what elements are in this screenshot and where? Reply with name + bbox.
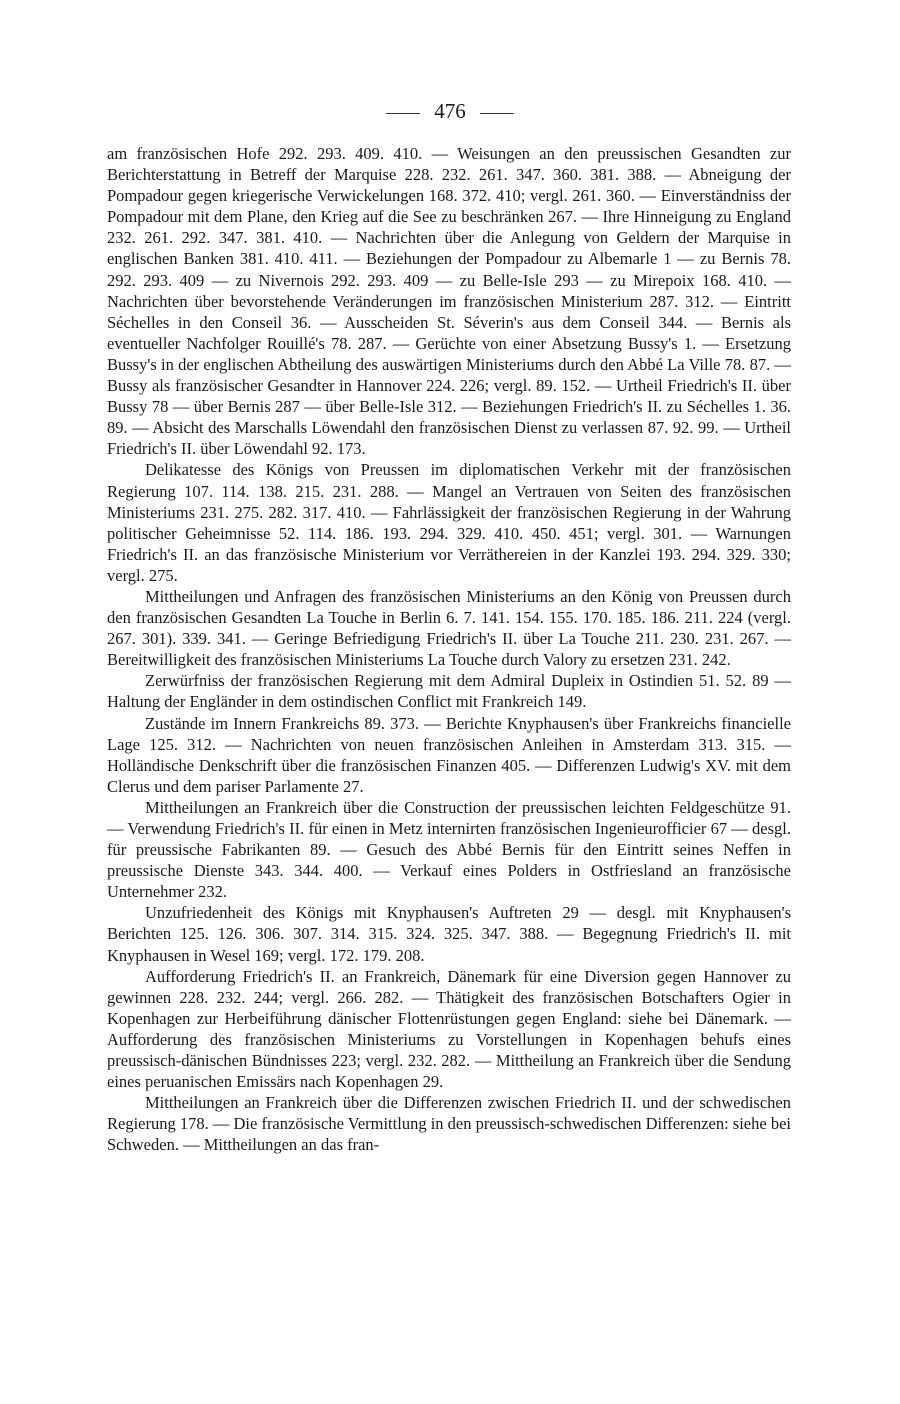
paragraph: Delikatesse des Königs von Preussen im diplomatischen Verkehr mit der französischen Regierung 107. 114. 138. 215. 231. 288. — Mangel an Vertrauen von Seiten des französischen Ministeriums 231. 275. 282. 317. 410. — Fahrlässigkeit der französischen Regierung in der Wahrung politischer Geheimnisse 52. 114. 186. 193. 294. 329. 410. 450. 451; vergl. 301. — Warnungen Friedrich's II. an das französische Ministerium vor Verräthereien in der Kanzlei 193. 294. 329. 330; vergl. 275.	[107, 460, 791, 585]
header-rule-left	[386, 113, 420, 114]
paragraph: Aufforderung Friedrich's II. an Frankreich, Dänemark für eine Diversion gegen Hannover zu gewinnen 228. 232. 244; vergl. 266. 282. — Thätigkeit des französischen Botschafters Ogier in Kopenhagen zur Herbeiführung dänischer Flottenrüstungen gegen England: siehe bei Dänemark. — Aufforderung des französischen Ministeriums zu Vorstellungen in Kopenhagen behufs eines preussisch-dänischen Bündnisses 223; vergl. 232. 282. — Mittheilung an Frankreich über die Sendung eines peruanischen Emissärs nach Kopenhagen 29.	[107, 966, 791, 1092]
paragraph: am französischen Hofe 292. 293. 409. 410. — Weisungen an den preussischen Gesandten zur Berichterstattung in Betreff der Marquise 228. 232. 261. 347. 360. 381. 388. — Abneigung der Pompadour gegen kriegerische Verwickelungen 168. 372. 410; vergl. 261. 360. — Einverständniss der Pompadour mit dem Plane, den Krieg auf die See zu beschränken 267. — Ihre Hinneigung zu England 232. 261. 292. 347. 381. 410. — Nachrichten über die Anlegung von Geldern der Marquise in englischen Banken 381. 410. 411. — Beziehungen der Pompadour zu Albemarle 1 — zu Bernis 78. 292. 293. 409 — zu Nivernois 292. 293. 409 — zu Belle-Isle 293 — zu Mirepoix 168. 410. — Nachrichten über bevorstehende Veränderungen im französischen Ministerium 287. 312. — Eintritt Séchelles in den Conseil 36. — Ausscheiden St. Séverin's aus dem Conseil 344. — Bernis als eventueller Nachfolger Rouillé's 78. 287. — Gerüchte von einer Absetzung Bussy's 1. — Ersetzung Bussy's in der englischen Abtheilung des auswärtigen Ministeriums durch den Abbé La Ville 78. 87. — Bussy als französischer Gesandter in Hannover 224. 226; vergl. 89. 152. — Urtheil Friedrich's II. über Bussy 78 — über Bernis 287 — über Belle-Isle 312. — Beziehungen Friedrich's II. zu Séchelles 1. 36. 89. — Absicht des Marschalls Löwendahl den französischen Dienst zu verlassen 87. 92. 99. — Urtheil Friedrich's II. über Löwendahl 92. 173.	[107, 144, 791, 459]
paragraph: Mittheilungen und Anfragen des französischen Ministeriums an den König von Preussen durch den französischen Gesandten La Touche in Berlin 6. 7. 141. 154. 155. 170. 185. 186. 211. 224 (vergl. 267. 301). 339. 341. — Geringe Befriedigung Friedrich's II. über La Touche 211. 230. 231. 267. — Bereitwilligkeit des französischen Ministeriums La Touche durch Valory zu ersetzen 231. 242.	[107, 586, 791, 670]
paragraph: Unzufriedenheit des Königs mit Knyphausen's Auftreten 29 — desgl. mit Knyphausen's Berichten 125. 126. 306. 307. 314. 315. 324. 325. 347. 388. — Begegnung Friedrich's II. mit Knyphausen in Wesel 169; vergl. 172. 179. 208.	[107, 903, 791, 965]
page-header	[0, 97, 900, 125]
paragraph: Zerwürfniss der französischen Regierung mit dem Admiral Dupleix in Ostindien 51. 52. 89 — Haltung der Engländer in dem ostindischen Conflict mit Frankreich 149.	[107, 671, 791, 712]
header-rule-right	[480, 113, 514, 114]
paragraph: Zustände im Innern Frankreichs 89. 373. — Berichte Knyphausen's über Frankreichs financielle Lage 125. 312. — Nachrichten von neuen französischen Anleihen in Amsterdam 313. 315. — Holländische Denkschrift über die französischen Finanzen 405. — Differenzen Ludwig's XV. mit dem Clerus und dem pariser Parlamente 27.	[107, 713, 791, 796]
paragraph: Mittheilungen an Frankreich über die Construction der preussischen leichten Feldgeschütze 91. — Verwendung Friedrich's II. für einen in Metz internirten französischen Ingenieurofficier 67 — desgl. für preussische Fabrikanten 89. — Gesuch des Abbé Bernis für den Eintritt seines Neffen in preussische Dienste 343. 344. 400. — Verkauf eines Polders in Ostfriesland an französische Unternehmer 232.	[107, 797, 791, 902]
page-number: 476	[434, 99, 466, 123]
paragraph: Mittheilungen an Frankreich über die Differenzen zwischen Friedrich II. und der schwedischen Regierung 178. — Die französische Vermittlung in den preussisch-schwedischen Differenzen: siehe bei Schweden. — Mittheilungen an das fran-	[107, 1093, 791, 1155]
index-text	[107, 143, 791, 1156]
